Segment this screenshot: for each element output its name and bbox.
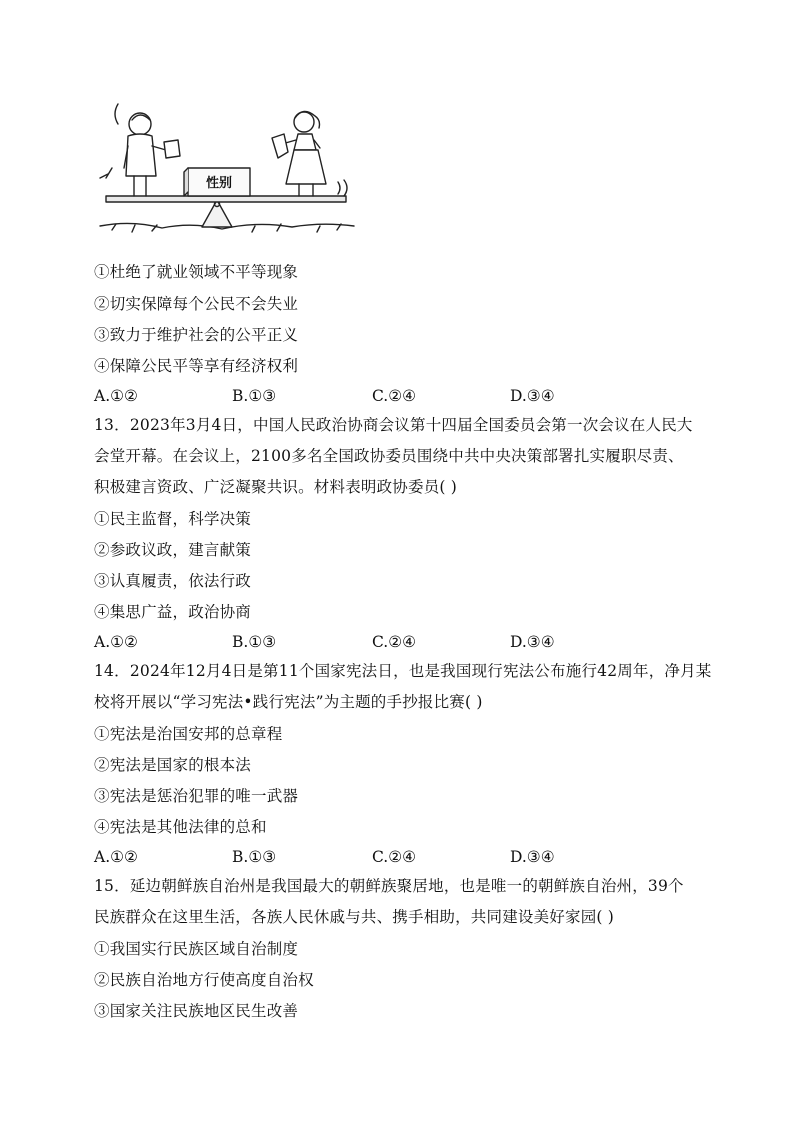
q13-choice-2: ②参政议政，建言献策 [94,541,252,559]
q13-option-c[interactable]: C.②④ [372,633,417,651]
q13-choice-3: ③认真履责，依法行政 [94,572,252,590]
gender-equality-illustration [92,96,362,246]
q14-choice-2: ②宪法是国家的根本法 [94,756,252,774]
q14-option-c[interactable]: C.②④ [372,848,417,866]
q12-option-c[interactable]: C.②④ [372,387,417,405]
q12-option-d[interactable]: D.③④ [510,387,555,405]
q13-stem-line-2: 会堂开幕。在会议上，2100多名全国政协委员围绕中共中央决策部署扎实履职尽责、 [94,447,684,465]
q13-choice-4: ④集思广益，政治协商 [94,603,252,621]
q13-choice-1: ①民主监督，科学决策 [94,510,252,528]
q13-options [94,632,654,652]
q14-option-d[interactable]: D.③④ [510,848,555,866]
q14-choice-4: ④宪法是其他法律的总和 [94,818,267,836]
q12-choice-3: ③致力于维护社会的公平正义 [94,326,299,344]
q13-option-a[interactable]: A.①② [94,633,138,651]
gender-sign-text: 性别 [205,176,233,191]
q15-stem-line-1: 15．延边朝鲜族自治州是我国最大的朝鲜族聚居地，也是唯一的朝鲜族自治州，39个 [94,877,684,895]
q13-stem-line-1: 13．2023年3月4日，中国人民政治协商会议第十四届全国委员会第一次会议在人民大 [94,416,693,434]
q13-option-b[interactable]: B.①③ [232,633,277,651]
q13-stem-line-3: 积极建言资政、广泛凝聚共识。材料表明政协委员( ) [94,478,458,496]
q15-choice-3: ③国家关注民族地区民生改善 [94,1002,299,1020]
q12-option-b[interactable]: B.①③ [232,387,277,405]
q12-choice-4: ④保障公民平等享有经济权利 [94,357,299,375]
q15-choice-1: ①我国实行民族区域自治制度 [94,940,299,958]
q14-choice-3: ③宪法是惩治犯罪的唯一武器 [94,787,299,805]
q15-stem-line-2: 民族群众在这里生活，各族人民休戚与共、携手相助，共同建设美好家园( ) [94,908,615,926]
q14-option-b[interactable]: B.①③ [232,848,277,866]
q14-option-a[interactable]: A.①② [94,848,138,866]
q13-option-d[interactable]: D.③④ [510,633,555,651]
q14-options [94,847,654,867]
q14-stem-line-1: 14．2024年12月4日是第11个国家宪法日，也是我国现行宪法公布施行42周年，净月某 [94,662,712,680]
q14-choice-1: ①宪法是治国安邦的总章程 [94,725,283,743]
q14-stem-line-2: 校将开展以“学习宪法•践行宪法”为主题的手抄报比赛( ) [94,693,483,711]
q12-choice-2: ②切实保障每个公民不会失业 [94,295,299,313]
q15-choice-2: ②民族自治地方行使高度自治权 [94,971,314,989]
q12-choice-1: ①杜绝了就业领域不平等现象 [94,263,299,281]
q12-options [94,386,654,406]
q12-option-a[interactable]: A.①② [94,387,138,405]
